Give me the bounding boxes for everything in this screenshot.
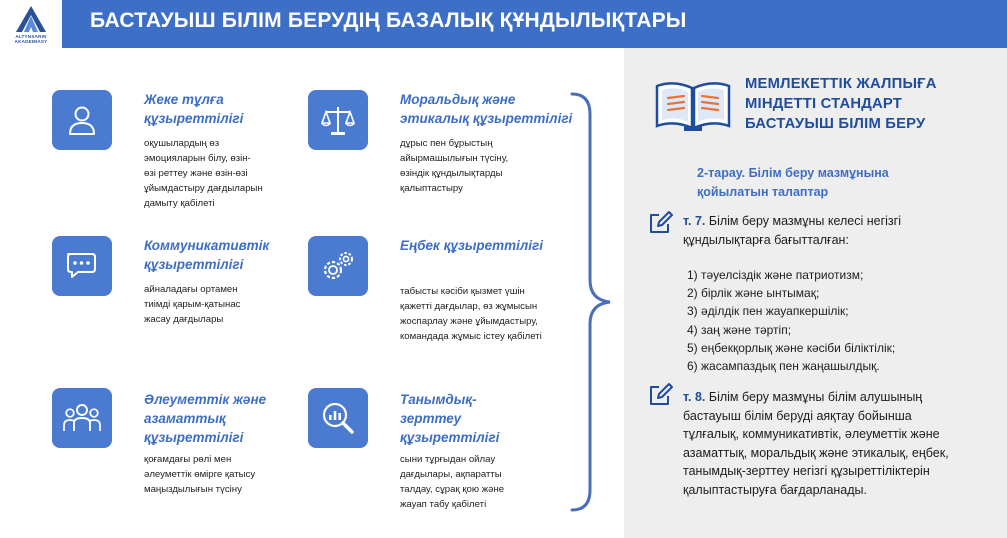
logo [0, 0, 62, 48]
edit-note-icon [648, 209, 674, 235]
scales-icon [320, 103, 356, 137]
chapter-title: 2-тарау. Білім беру мазмұнына қойылатын талаптар [697, 166, 889, 199]
curly-brace-icon [566, 92, 616, 512]
competency-icon-box [308, 236, 368, 296]
competency-desc: сыни тұрғыдан ойлау дағдылары, ақпаратты талдау, сұрақ қою және жауап табу қабілеті [400, 454, 505, 510]
group-icon [62, 401, 102, 435]
edit-note-icon [648, 381, 674, 407]
competency-desc: қоғамдағы рөлі мен әлеуметтік өмірге қатысу маңыздылығын түсіну [144, 454, 256, 495]
competency-title: Моральдық және этикалық құзыреттілігі [400, 92, 573, 126]
competency-title: Әлеуметтік және азаматтық құзыреттілігі [144, 392, 267, 445]
list-item: 5) еңбекқорлық және кәсіби біліктілік; [687, 340, 896, 355]
competency-title: Коммуникативтік құзыреттілігі [144, 238, 270, 272]
standard-title: МЕМЛЕКЕТТІК ЖАЛПЫҒА МІНДЕТТІ СТАНДАРТ БАСТАУЫШ БІЛІМ БЕРУ [745, 76, 937, 132]
article-7-number: т. 7. [683, 214, 706, 228]
competency-icon-box [52, 236, 112, 296]
page-title: БАСТАУЫШ БІЛІМ БЕРУДІҢ БАЗАЛЫҚ ҚҰНДЫЛЫҚТАРЫ [90, 9, 687, 32]
values-list [687, 266, 895, 375]
gears-icon [319, 248, 357, 284]
chat-icon [64, 249, 100, 283]
competency-desc: дұрыс пен бұрыстың айырмашылығын түсіну, өзіндік құндылықтарды қалыптастыру [400, 138, 509, 194]
competency-icon-box [52, 388, 112, 448]
competency-icon-box [308, 90, 368, 150]
list-item: 4) заң және тәртіп; [687, 322, 792, 337]
logo-mark-icon [11, 4, 51, 34]
list-item: 1) тәуелсіздік және патриотизм; [687, 268, 864, 282]
magnifier-chart-icon [320, 400, 356, 436]
article-7: т. 7. Білім беру мазмұны келесі негізгі құндылықтарға бағытталған: [683, 214, 901, 247]
article-8-number: т. 8. [683, 390, 706, 404]
header-bar [0, 0, 1007, 48]
competency-desc: табысты кәсіби қызмет үшін қажетті дағдылар, өз жұмысын жоспарлау және ұйымдастыру, командада жұмыс істеу қабілеті [400, 286, 542, 342]
person-icon [65, 103, 99, 137]
competency-desc: оқушылардың өз эмоцияларын білу, өзін- өзі реттеу және өзін-өзі ұйымдастыру дағдыларын дамыту қабілеті [144, 138, 263, 209]
competency-icon-box [52, 90, 112, 150]
competency-title: Еңбек құзыреттілігі [400, 238, 544, 253]
open-book-icon [654, 76, 732, 132]
list-item: 3) әділдік пен жауапкершілік; [687, 304, 849, 319]
competency-icon-box [308, 388, 368, 448]
list-item: 2) бірлік және ынтымақ; [687, 286, 820, 301]
logo-text-line1: ALTYNSARIN [15, 33, 47, 39]
competency-desc: айналадағы ортамен тиімді қарым-қатынас жасау дағдылары [144, 284, 241, 325]
competency-title: Танымдық- зерттеу құзыреттілігі [400, 392, 500, 445]
article-8: т. 8. Білім беру мазмұны білім алушының бастауыш білім беруді аяқтау бойынша тұлғалық, коммуникативтік, әлеуметтік және азаматтық, моральдық және этикалық, еңбек, танымдық-зерттеу негізгі құзыреттіліктерін қалыптастыруға бағдарланады. [683, 390, 949, 497]
logo-text-line2: AKADEMIASY [14, 39, 48, 44]
competency-title: Жеке тұлға құзыреттілігі [144, 92, 244, 126]
list-item: 6) жасампаздық пен жаңашылдық. [687, 359, 880, 374]
